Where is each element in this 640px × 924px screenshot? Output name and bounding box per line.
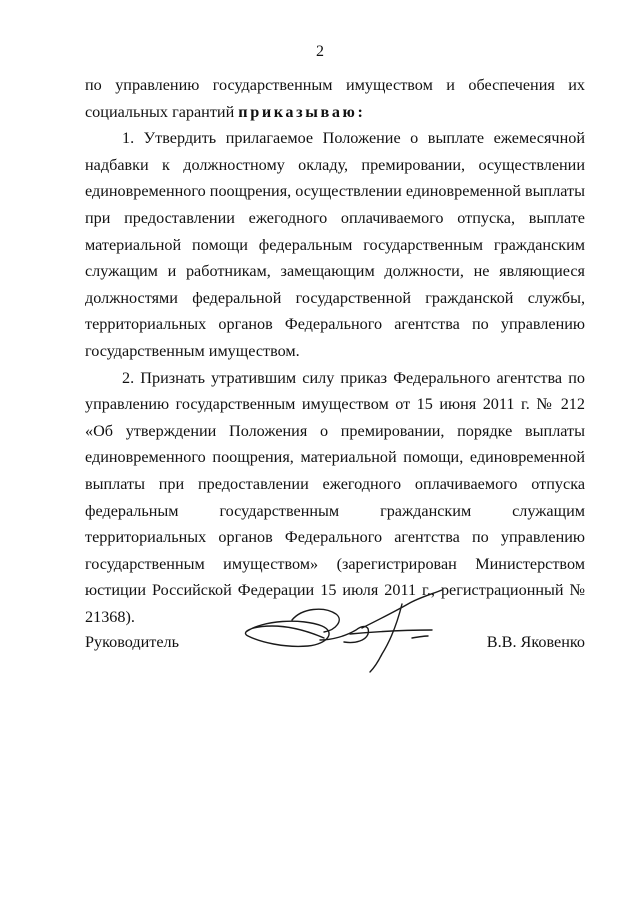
- signatory-name: В.В. Яковенко: [486, 633, 585, 651]
- signatory-title: Руководитель: [85, 633, 180, 651]
- intro-paragraph: [85, 72, 585, 125]
- prikaz-word: приказываю:: [238, 102, 366, 121]
- document-body: [85, 72, 585, 630]
- item-2-paragraph: 2. Признать утратившим силу приказ Федерального агентства по управлению государственным имуществом от 15 июня 2011 г. № 212 «Об утверждении Положения о премировании, порядке выплаты единовременного поощрения, материальной помощи, единовременной выплаты при предоставлении ежегодного оплачиваемого отпуска федеральным государственным гражданским служащим территориальных органов Федерального агентства по управлению государственным имуществом» (зарегистрирован Министерством юстиции Российской Федерации 15 июля 2011 г., регистрационный № 21368).: [85, 368, 585, 626]
- item-1-paragraph: 1. Утвердить прилагаемое Положение о выплате ежемесячной надбавки к должностному окладу, премировании, осуществлении единовременного поощрения, осуществлении единовременной выплаты при предоставлении ежегодного оплачиваемого отпуска, выплате материальной помощи федеральным государственным гражданским служащим и работникам, замещающим должности, не являющиеся должностями федеральной государственной гражданской службы, территориальных органов Федерального агентства по управлению государственным имуществом.: [85, 129, 585, 360]
- intro-text: по управлению государственным имуществом и обеспечения их социальных гарантий: [85, 76, 585, 121]
- page-number: 2: [316, 43, 324, 60]
- handwritten-signature: [232, 580, 452, 680]
